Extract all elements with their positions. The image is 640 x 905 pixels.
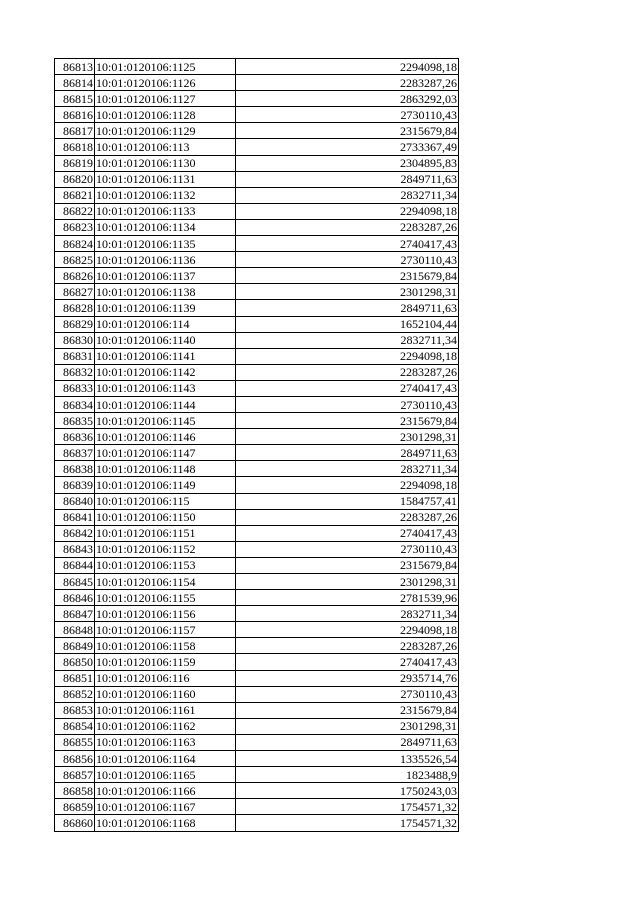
row-number-cell: 86842 [55, 525, 95, 541]
row-number-cell: 86823 [55, 219, 95, 235]
table-row [55, 348, 459, 364]
cadastral-number-cell: 10:01:0120106:1154 [95, 574, 236, 590]
value-cell: 2730110,43 [236, 686, 459, 702]
value-cell: 2283287,26 [236, 638, 459, 654]
row-number-cell: 86857 [55, 767, 95, 783]
cadastral-number-cell: 10:01:0120106:1149 [95, 477, 236, 493]
value-cell: 2315679,84 [236, 268, 459, 284]
value-cell: 2781539,96 [236, 590, 459, 606]
cadastral-number-cell: 10:01:0120106:1136 [95, 252, 236, 268]
row-number-cell: 86818 [55, 139, 95, 155]
cadastral-number-cell: 10:01:0120106:1148 [95, 461, 236, 477]
cadastral-number-cell: 10:01:0120106:1156 [95, 606, 236, 622]
value-cell: 2301298,31 [236, 284, 459, 300]
cadastral-number-cell: 10:01:0120106:1143 [95, 380, 236, 396]
table-row [55, 638, 459, 654]
table-row [55, 461, 459, 477]
value-cell: 1335526,54 [236, 751, 459, 767]
table-row [55, 396, 459, 412]
row-number-cell: 86815 [55, 91, 95, 107]
cadastral-number-cell: 10:01:0120106:1160 [95, 686, 236, 702]
row-number-cell: 86846 [55, 590, 95, 606]
table-row [55, 171, 459, 187]
value-cell: 2294098,18 [236, 348, 459, 364]
row-number-cell: 86825 [55, 252, 95, 268]
value-cell: 2733367,49 [236, 139, 459, 155]
row-number-cell: 86817 [55, 123, 95, 139]
table-row [55, 187, 459, 203]
cadastral-number-cell: 10:01:0120106:1139 [95, 300, 236, 316]
table-row [55, 380, 459, 396]
value-cell: 2294098,18 [236, 477, 459, 493]
row-number-cell: 86827 [55, 284, 95, 300]
value-cell: 2315679,84 [236, 123, 459, 139]
row-number-cell: 86844 [55, 557, 95, 573]
table-row [55, 332, 459, 348]
table-row [55, 734, 459, 750]
value-cell: 1754571,32 [236, 815, 459, 831]
value-cell: 2832711,34 [236, 332, 459, 348]
value-cell: 2849711,63 [236, 445, 459, 461]
value-cell: 2301298,31 [236, 429, 459, 445]
cadastral-number-cell: 10:01:0120106:1168 [95, 815, 236, 831]
cadastral-number-cell: 10:01:0120106:1132 [95, 187, 236, 203]
cadastral-number-cell: 10:01:0120106:1128 [95, 107, 236, 123]
row-number-cell: 86850 [55, 654, 95, 670]
cadastral-number-cell: 10:01:0120106:1162 [95, 718, 236, 734]
table-row [55, 155, 459, 171]
row-number-cell: 86856 [55, 751, 95, 767]
row-number-cell: 86828 [55, 300, 95, 316]
table-row [55, 75, 459, 91]
row-number-cell: 86854 [55, 718, 95, 734]
table-row [55, 686, 459, 702]
row-number-cell: 86826 [55, 268, 95, 284]
table-row [55, 493, 459, 509]
value-cell: 2849711,63 [236, 734, 459, 750]
table-row [55, 718, 459, 734]
cadastral-number-cell: 10:01:0120106:1155 [95, 590, 236, 606]
value-cell: 2832711,34 [236, 461, 459, 477]
cadastral-number-cell: 10:01:0120106:1138 [95, 284, 236, 300]
table-row [55, 541, 459, 557]
row-number-cell: 86852 [55, 686, 95, 702]
value-cell: 1584757,41 [236, 493, 459, 509]
cadastral-number-cell: 10:01:0120106:1145 [95, 413, 236, 429]
row-number-cell: 86816 [55, 107, 95, 123]
table-row [55, 107, 459, 123]
row-number-cell: 86836 [55, 429, 95, 445]
table-row [55, 364, 459, 380]
table-row [55, 606, 459, 622]
value-cell: 2849711,63 [236, 171, 459, 187]
row-number-cell: 86845 [55, 574, 95, 590]
value-cell: 2294098,18 [236, 203, 459, 219]
value-cell: 2304895,83 [236, 155, 459, 171]
cadastral-number-cell: 10:01:0120106:1130 [95, 155, 236, 171]
value-cell: 1754571,32 [236, 799, 459, 815]
row-number-cell: 86860 [55, 815, 95, 831]
row-number-cell: 86853 [55, 702, 95, 718]
table-row [55, 590, 459, 606]
cadastral-number-cell: 10:01:0120106:1157 [95, 622, 236, 638]
table-row [55, 445, 459, 461]
row-number-cell: 86848 [55, 622, 95, 638]
table-row [55, 799, 459, 815]
value-cell: 2315679,84 [236, 413, 459, 429]
cadastral-number-cell: 10:01:0120106:1165 [95, 767, 236, 783]
row-number-cell: 86855 [55, 734, 95, 750]
cadastral-number-cell: 10:01:0120106:1146 [95, 429, 236, 445]
value-cell: 2740417,43 [236, 654, 459, 670]
value-cell: 2730110,43 [236, 252, 459, 268]
value-cell: 2283287,26 [236, 75, 459, 91]
table-row [55, 783, 459, 799]
cadastral-number-cell: 10:01:0120106:1150 [95, 509, 236, 525]
table-row [55, 252, 459, 268]
table-row [55, 670, 459, 686]
row-number-cell: 86819 [55, 155, 95, 171]
cadastral-number-cell: 10:01:0120106:1141 [95, 348, 236, 364]
row-number-cell: 86824 [55, 236, 95, 252]
cadastral-number-cell: 10:01:0120106:1147 [95, 445, 236, 461]
value-cell: 2730110,43 [236, 396, 459, 412]
cadastral-number-cell: 10:01:0120106:1126 [95, 75, 236, 91]
value-cell: 2832711,34 [236, 606, 459, 622]
value-cell: 1652104,44 [236, 316, 459, 332]
row-number-cell: 86831 [55, 348, 95, 364]
cadastral-number-cell: 10:01:0120106:1137 [95, 268, 236, 284]
table-row [55, 236, 459, 252]
cadastral-number-cell: 10:01:0120106:1161 [95, 702, 236, 718]
value-cell: 2730110,43 [236, 107, 459, 123]
row-number-cell: 86814 [55, 75, 95, 91]
value-cell: 2730110,43 [236, 541, 459, 557]
cadastral-number-cell: 10:01:0120106:1135 [95, 236, 236, 252]
row-number-cell: 86843 [55, 541, 95, 557]
row-number-cell: 86834 [55, 396, 95, 412]
cadastral-number-cell: 10:01:0120106:114 [95, 316, 236, 332]
cadastral-number-cell: 10:01:0120106:1159 [95, 654, 236, 670]
table-row [55, 268, 459, 284]
row-number-cell: 86841 [55, 509, 95, 525]
row-number-cell: 86813 [55, 59, 95, 75]
row-number-cell: 86851 [55, 670, 95, 686]
value-cell: 2740417,43 [236, 380, 459, 396]
value-cell: 2301298,31 [236, 574, 459, 590]
value-cell: 1823488,9 [236, 767, 459, 783]
row-number-cell: 86822 [55, 203, 95, 219]
data-table [54, 58, 459, 832]
table-row [55, 574, 459, 590]
table-row [55, 767, 459, 783]
cadastral-number-cell: 10:01:0120106:1163 [95, 734, 236, 750]
table-row [55, 123, 459, 139]
table-row [55, 702, 459, 718]
row-number-cell: 86829 [55, 316, 95, 332]
row-number-cell: 86835 [55, 413, 95, 429]
cadastral-number-cell: 10:01:0120106:1152 [95, 541, 236, 557]
table-body [55, 59, 459, 832]
cadastral-number-cell: 10:01:0120106:1125 [95, 59, 236, 75]
table-row [55, 751, 459, 767]
table-row [55, 316, 459, 332]
cadastral-number-cell: 10:01:0120106:1140 [95, 332, 236, 348]
value-cell: 2863292,03 [236, 91, 459, 107]
table-row [55, 477, 459, 493]
cadastral-number-cell: 10:01:0120106:1129 [95, 123, 236, 139]
cadastral-number-cell: 10:01:0120106:1127 [95, 91, 236, 107]
cadastral-number-cell: 10:01:0120106:1167 [95, 799, 236, 815]
cadastral-number-cell: 10:01:0120106:1153 [95, 557, 236, 573]
table-row [55, 622, 459, 638]
value-cell: 2315679,84 [236, 557, 459, 573]
row-number-cell: 86859 [55, 799, 95, 815]
row-number-cell: 86858 [55, 783, 95, 799]
table-row [55, 203, 459, 219]
row-number-cell: 86830 [55, 332, 95, 348]
row-number-cell: 86820 [55, 171, 95, 187]
table-row [55, 525, 459, 541]
value-cell: 2283287,26 [236, 364, 459, 380]
value-cell: 2740417,43 [236, 525, 459, 541]
value-cell: 2294098,18 [236, 59, 459, 75]
value-cell: 2301298,31 [236, 718, 459, 734]
cadastral-number-cell: 10:01:0120106:115 [95, 493, 236, 509]
table-row [55, 815, 459, 831]
table-row [55, 413, 459, 429]
cadastral-number-cell: 10:01:0120106:113 [95, 139, 236, 155]
value-cell: 2832711,34 [236, 187, 459, 203]
cadastral-number-cell: 10:01:0120106:116 [95, 670, 236, 686]
table-row [55, 59, 459, 75]
table-row [55, 654, 459, 670]
cadastral-number-cell: 10:01:0120106:1151 [95, 525, 236, 541]
row-number-cell: 86837 [55, 445, 95, 461]
cadastral-number-cell: 10:01:0120106:1166 [95, 783, 236, 799]
row-number-cell: 86838 [55, 461, 95, 477]
row-number-cell: 86833 [55, 380, 95, 396]
table-row [55, 91, 459, 107]
row-number-cell: 86840 [55, 493, 95, 509]
value-cell: 2315679,84 [236, 702, 459, 718]
table-row [55, 300, 459, 316]
cadastral-number-cell: 10:01:0120106:1144 [95, 396, 236, 412]
cadastral-number-cell: 10:01:0120106:1158 [95, 638, 236, 654]
table-row [55, 284, 459, 300]
value-cell: 2283287,26 [236, 509, 459, 525]
value-cell: 2935714,76 [236, 670, 459, 686]
cadastral-number-cell: 10:01:0120106:1134 [95, 219, 236, 235]
value-cell: 1750243,03 [236, 783, 459, 799]
table-row [55, 557, 459, 573]
cadastral-number-cell: 10:01:0120106:1133 [95, 203, 236, 219]
table-row [55, 219, 459, 235]
row-number-cell: 86832 [55, 364, 95, 380]
row-number-cell: 86849 [55, 638, 95, 654]
table-row [55, 509, 459, 525]
row-number-cell: 86839 [55, 477, 95, 493]
table-row [55, 139, 459, 155]
table-row [55, 429, 459, 445]
value-cell: 2849711,63 [236, 300, 459, 316]
cadastral-number-cell: 10:01:0120106:1164 [95, 751, 236, 767]
cadastral-number-cell: 10:01:0120106:1131 [95, 171, 236, 187]
cadastral-number-cell: 10:01:0120106:1142 [95, 364, 236, 380]
value-cell: 2740417,43 [236, 236, 459, 252]
row-number-cell: 86847 [55, 606, 95, 622]
row-number-cell: 86821 [55, 187, 95, 203]
value-cell: 2294098,18 [236, 622, 459, 638]
value-cell: 2283287,26 [236, 219, 459, 235]
